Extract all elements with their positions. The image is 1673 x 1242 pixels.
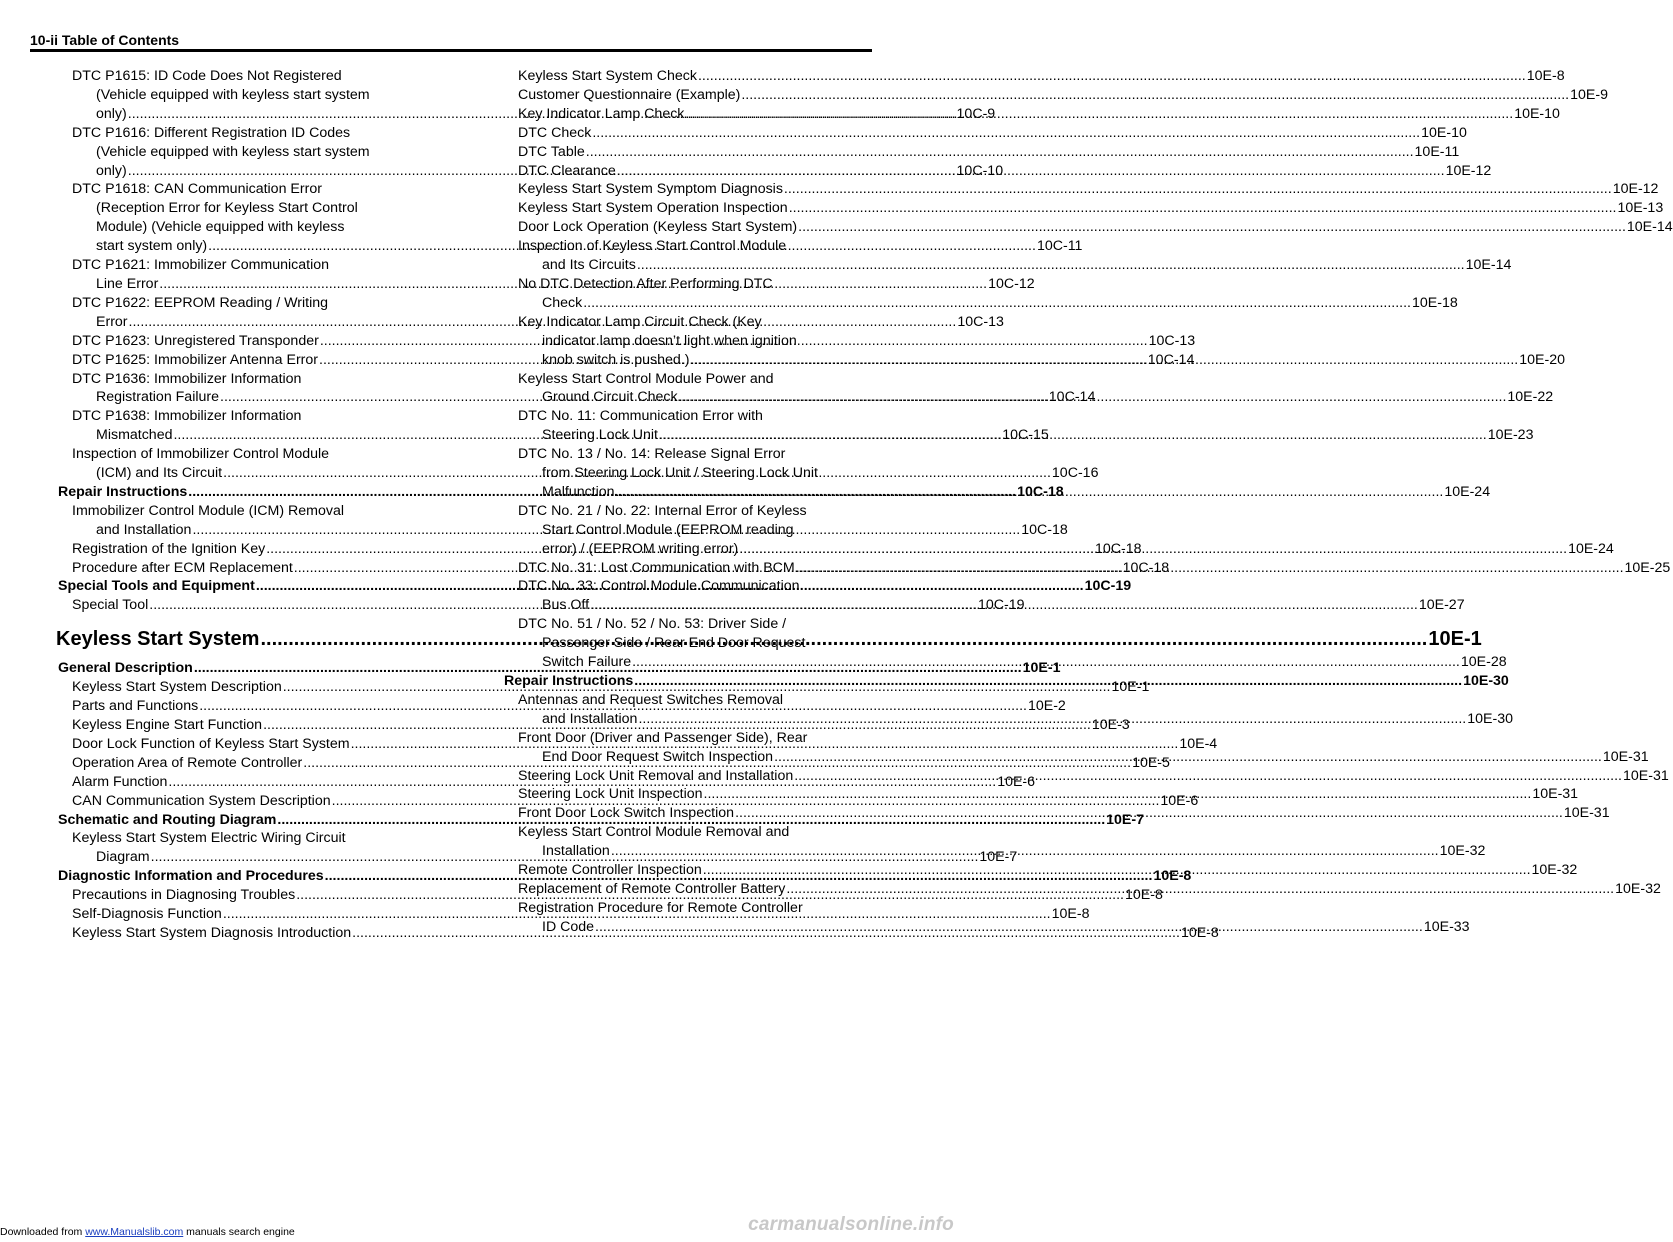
toc-entry-title: Registration Failure [96, 389, 220, 406]
toc-page-number: 10E-1 [1428, 628, 1482, 651]
toc-entry-title: ID Code [542, 918, 595, 935]
toc-entry-title: DTC Check [518, 124, 592, 141]
footer-suffix: manuals search engine [183, 1226, 295, 1238]
toc-page-number: 10C-14 [1147, 351, 1195, 368]
toc-page-number: 10E-8 [1526, 68, 1565, 84]
dot-leader [592, 125, 1420, 141]
toc-entry-title: DTC P1623: Unregistered Transponder [72, 332, 319, 349]
toc-entry-title: knob switch is pushed.) [542, 351, 690, 368]
toc-entry-title: only) [96, 105, 127, 122]
toc-page-number: 10E-12 [1445, 162, 1492, 179]
toc-entry-title: Key Indicator Lamp Check [518, 105, 685, 122]
dot-leader [595, 919, 1423, 935]
toc-entry-title: Bus Off [542, 597, 590, 614]
toc-page-number: 10E-27 [1418, 597, 1465, 614]
manualslib-link[interactable]: www.Manualslib.com [85, 1226, 184, 1238]
toc-entry-title: Malfunction [542, 483, 615, 500]
toc-page-number: 10E-9 [1570, 86, 1608, 103]
dot-leader [590, 597, 1418, 613]
toc-entry[interactable] [502, 218, 1673, 237]
toc-page-number: 10E-28 [1460, 654, 1507, 671]
toc-entry-title: Operation Area of Remote Controller [72, 754, 303, 771]
toc-page-number: 10E-8 [1180, 924, 1219, 941]
page-header [30, 30, 872, 56]
toc-page-number: 10E-30 [1463, 673, 1509, 689]
toc-entry-line: Front Door (Driver and Passenger Side), Rear [518, 729, 808, 746]
toc-entry[interactable] [502, 180, 1659, 199]
toc-page-number: 10E-6 [997, 773, 1036, 790]
toc-entry-title: DTC Clearance [518, 162, 616, 179]
toc-entry-title: Keyless Start System Description [72, 679, 282, 696]
dot-leader [798, 219, 1626, 235]
dot-leader [698, 68, 1526, 84]
toc-entry-title: Installation [542, 843, 610, 860]
toc-page-number: 10E-2 [1027, 698, 1066, 715]
dot-leader [659, 427, 1487, 443]
toc-entry-line: Immobilizer Control Module (ICM) Removal [72, 502, 344, 519]
toc-entry-title: Remote Controller Inspection [518, 862, 702, 879]
toc-entry-title: Diagram [96, 849, 150, 866]
toc-entry-title: Alarm Function [72, 773, 168, 790]
toc-page-number: 10E-13 [1617, 200, 1664, 217]
dot-leader [632, 654, 1460, 670]
toc-entry-title: Keyless Start System [56, 628, 260, 651]
dot-leader [741, 87, 1569, 103]
toc-entry-line: indicator lamp doesn’t light when ignition [542, 332, 797, 349]
toc-entry-line: Key Indicator Lamp Circuit Check (Key [518, 313, 762, 330]
toc-page-number: 10E-8 [1153, 868, 1192, 885]
toc-entry-line: DTC P1618: CAN Communication Error [72, 181, 322, 198]
toc-entry-title: Keyless Start System Symptom Diagnosis [518, 181, 783, 198]
toc-page-number: 10E-30 [1467, 710, 1513, 727]
toc-page-number: 10E-7 [1106, 811, 1145, 828]
toc-entry-title: Steering Lock Unit Removal and Installation [518, 767, 794, 784]
dot-leader [616, 484, 1444, 500]
toc-entry-title: Steering Lock Unit [542, 427, 658, 444]
dot-leader [617, 163, 1445, 179]
toc-entry-line: Passenger Side / Rear End Door Request [542, 635, 806, 652]
toc-entry-title: Replacement of Remote Controller Battery [518, 880, 786, 897]
toc-page-number: 10C-18 [1122, 559, 1170, 576]
toc-page-number: 10C-13 [1148, 332, 1196, 349]
toc-page-number: 10E-14 [1465, 257, 1512, 274]
toc-page-number: 10E-5 [1132, 754, 1170, 771]
toc-page-number: 10E-4 [1179, 735, 1218, 752]
watermark-text: carmanualsonline.info [748, 1214, 954, 1235]
toc-page-number: 10C-11 [1036, 238, 1083, 255]
toc-entry[interactable] [502, 143, 1460, 162]
toc-page-number: 10E-32 [1531, 862, 1578, 879]
dot-leader [685, 106, 1513, 122]
dot-leader [583, 295, 1411, 311]
toc-page-number: 10E-1 [1022, 660, 1061, 677]
toc-entry-title: Keyless Start System Operation Inspection [518, 200, 788, 217]
toc-entry-title: Keyless Engine Start Function [72, 717, 263, 733]
toc-page-number: 10E-14 [1626, 219, 1673, 236]
toc-entry-title: Precautions in Diagnosing Troubles [72, 887, 296, 904]
toc-entry[interactable] [502, 67, 1565, 86]
dot-leader [786, 881, 1614, 897]
dot-leader [586, 144, 1414, 160]
dot-leader [679, 389, 1507, 405]
toc-entry-title: Ground Circuit Check [542, 389, 678, 406]
toc-page-number: 10E-6 [1160, 792, 1199, 809]
toc-page-number: 10E-18 [1412, 294, 1458, 311]
toc-page-number: 10E-8 [1051, 906, 1090, 923]
toc-entry-title: Parts and Functions [72, 698, 199, 715]
toc-page-number: 10E-24 [1444, 483, 1491, 500]
toc-entry-title: and Installation [542, 710, 638, 727]
toc-page-number: 10E-25 [1624, 559, 1671, 576]
toc-page-number: 10E-10 [1514, 105, 1560, 122]
toc-entry-title: Procedure after ECM Replacement [72, 559, 293, 576]
toc-entry-line: DTC P1636: Immobilizer Information [72, 370, 302, 387]
dot-leader [638, 711, 1466, 727]
toc-page-number: 10E-20 [1519, 351, 1565, 368]
toc-entry-title: DTC No. 31: Lost Communication with BCM [518, 559, 795, 576]
toc-page-number: 10E-32 [1615, 880, 1661, 897]
toc-entry-title: Diagnostic Information and Procedures [58, 868, 324, 885]
toc-page-number: 10E-31 [1623, 767, 1669, 784]
dot-leader [739, 541, 1567, 557]
toc-entry-title: Door Lock Operation (Keyless Start System) [518, 219, 798, 236]
toc-entry-line: DTC P1638: Immobilizer Information [72, 408, 302, 425]
toc-page-number: 10E-8 [1124, 887, 1163, 904]
toc-entry-title: Registration of the Ignition Key [72, 540, 266, 557]
toc-entry-title: Keyless Start System Diagnosis Introduction [72, 924, 352, 941]
dot-leader [634, 673, 1462, 689]
toc-entry-line: from Steering Lock Unit / Steering Lock Unit [542, 465, 818, 482]
toc-page-number: 10E-10 [1421, 124, 1467, 141]
toc-entry-title: and Installation [96, 521, 192, 538]
dot-leader [794, 768, 1622, 784]
toc-entry[interactable] [502, 199, 1664, 218]
toc-entry-title: Door Lock Function of Keyless Start System [72, 735, 350, 752]
toc-entry-title: Repair Instructions [504, 673, 634, 689]
toc-page-number: 10C-10 [956, 162, 1004, 179]
toc-entry-line: Keyless Start Control Module Power and [518, 370, 774, 387]
toc-page-number: 10C-9 [956, 105, 996, 122]
dot-leader [796, 560, 1624, 576]
toc-page-number: 10E-31 [1563, 805, 1610, 822]
toc-entry-line: Inspection of Immobilizer Control Module [72, 446, 330, 463]
header-rule [30, 49, 872, 52]
toc-entry-title: Schematic and Routing Diagram [58, 811, 277, 828]
toc-entry-line: Start Control Module (EEPROM reading [542, 521, 794, 538]
toc-entry-line: (Vehicle equipped with keyless start system [96, 143, 370, 160]
toc-entry-title: General Description [58, 660, 193, 677]
toc-entry-title: Special Tools and Equipment [58, 578, 255, 595]
toc-page-number: 10E-33 [1423, 918, 1470, 935]
toc-entry-line: DTC No. 13 / No. 14: Release Signal Error [518, 446, 786, 463]
toc-entry-line: DTC P1621: Immobilizer Communication [72, 257, 330, 274]
toc-entry-title: Error [96, 313, 128, 330]
toc-entry-title: Special Tool [72, 597, 149, 614]
dot-leader [611, 843, 1439, 859]
toc-page-number: 10C-12 [988, 275, 1035, 292]
toc-entry-title: only) [96, 162, 127, 179]
toc-page-number: 10C-16 [1051, 465, 1099, 482]
toc-entry-line: DTC P1615: ID Code Does Not Registered [72, 68, 342, 84]
toc-page-number: 10C-18 [1095, 540, 1142, 557]
toc-entry-title: DTC Table [518, 143, 585, 160]
toc-entry-line: DTC P1622: EEPROM Reading / Writing [72, 294, 328, 311]
toc-page-number: 10C-18 [1021, 521, 1068, 538]
toc-entry-title: CAN Communication System Description [72, 792, 331, 809]
toc-page-number: 10E-3 [1091, 717, 1130, 733]
toc-entry-line: Antennas and Request Switches Removal [518, 691, 783, 708]
toc-page-number: 10C-15 [1002, 427, 1049, 444]
toc-entry-line: DTC No. 33: Control Module Communication [518, 578, 800, 595]
toc-entry-line: DTC P1616: Different Registration ID Codes [72, 124, 351, 141]
toc-entry-line: DTC No. 11: Communication Error with [518, 408, 763, 425]
toc-page-number: 10C-13 [957, 313, 1004, 330]
toc-entry-line: DTC No. 51 / No. 52 / No. 53: Driver Side / [518, 616, 787, 633]
toc-entry-title: Front Door Lock Switch Inspection [518, 805, 735, 822]
toc-entry-title: Mismatched [96, 427, 173, 444]
toc-page-number: 10E-22 [1507, 389, 1554, 406]
toc-page-number: 10E-31 [1532, 786, 1579, 803]
toc-entry-title: Customer Questionnaire (Example) [518, 86, 741, 103]
page-title: 10-ii Table of Contents [30, 32, 180, 48]
toc-entry-line: Inspection of Keyless Start Control Module [518, 238, 787, 255]
toc-entry[interactable] [502, 124, 1467, 143]
toc-page-number: 10C-14 [1048, 389, 1096, 406]
dot-leader [704, 786, 1532, 802]
toc-entry-line: (Vehicle equipped with keyless start system [96, 86, 370, 103]
toc-entry-line: DTC No. 21 / No. 22: Internal Error of Keyless [518, 502, 807, 519]
toc-page-number: 10E-7 [979, 849, 1018, 866]
download-footer [0, 1226, 295, 1238]
toc-entry-title: and Its Circuits [542, 257, 636, 274]
toc-entry-line: Registration Procedure for Remote Controller [518, 899, 803, 916]
toc-entry-title: Self-Diagnosis Function [72, 906, 222, 923]
dot-leader [690, 352, 1518, 368]
toc-entry-line: Keyless Start System Electric Wiring Circuit [72, 830, 346, 847]
toc-entry-title: start system only) [96, 238, 208, 255]
toc-entry-title: Check [542, 294, 583, 311]
toc-page-number: 10C-19 [1084, 578, 1132, 595]
footer-prefix: Downloaded from [0, 1226, 86, 1238]
toc-entry-title: DTC P1625: Immobilizer Antenna Error [72, 351, 319, 368]
dot-leader [774, 749, 1602, 765]
toc-page-number: 10E-24 [1568, 540, 1614, 557]
toc-entry-title: Switch Failure [542, 654, 632, 671]
toc-page-number: 10E-23 [1487, 427, 1534, 444]
dot-leader [703, 862, 1531, 878]
toc-entry-line: Module) (Vehicle equipped with keyless [96, 219, 345, 236]
dot-leader [637, 257, 1465, 273]
toc-entry-title: Repair Instructions [58, 483, 188, 500]
toc-page-number: 10C-19 [978, 597, 1025, 614]
toc-entry-line: No DTC Detection After Performing DTC [518, 275, 773, 292]
toc-entry-title: Keyless Start System Check [518, 68, 697, 84]
toc-page-number: 10E-32 [1439, 843, 1486, 860]
toc-page-number: 10E-31 [1602, 748, 1649, 765]
toc-entry-title: error) / (EEPROM writing error) [542, 540, 739, 557]
toc-entry-title: Line Error [96, 275, 159, 292]
dot-leader [735, 805, 1563, 821]
dot-leader [789, 200, 1617, 216]
toc-page-number: 10E-1 [1111, 679, 1150, 696]
toc-page-number: 10C-18 [1017, 483, 1064, 500]
toc-entry-line: (Reception Error for Keyless Start Control [96, 200, 358, 217]
toc-entry-title: (ICM) and Its Circuit [96, 465, 223, 482]
toc-entry[interactable] [502, 86, 1608, 105]
toc-page-number: 10E-11 [1414, 143, 1460, 160]
toc-entry-title: Steering Lock Unit Inspection [518, 786, 703, 803]
toc-entry-line: Keyless Start Control Module Removal and [518, 824, 790, 841]
toc-page-number: 10E-12 [1612, 181, 1659, 198]
toc-entry-title: End Door Request Switch Inspection [542, 748, 774, 765]
dot-leader [784, 181, 1612, 197]
